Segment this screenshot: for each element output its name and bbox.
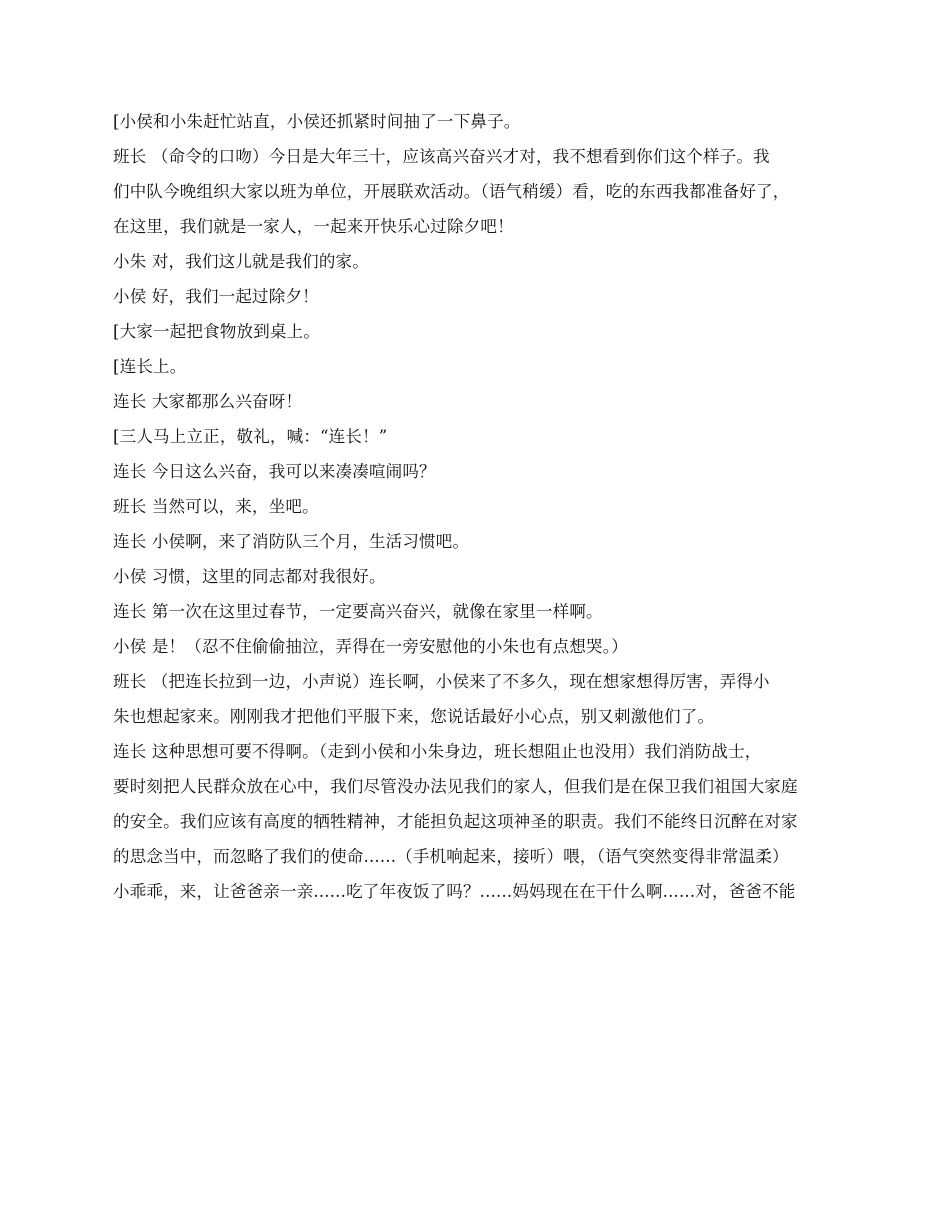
text-line: 朱也想起家来。刚刚我才把他们平服下来，您说话最好小心点，别又刺激他们了。: [113, 707, 715, 726]
text-line: [连长上。: [113, 357, 187, 376]
text-line: 班长 （把连长拉到一边，小声说）连长啊，小侯来了不多久，现在想家想得厉害，弄得小: [113, 672, 770, 691]
text-line: [三人马上立正，敬礼，喊：“连长！”: [113, 427, 388, 446]
text-line: 小侯 是！（忍不住偷偷抽泣，弄得在一旁安慰他的小朱也有点想哭。）: [113, 637, 628, 656]
text-line: 小侯 习惯，这里的同志都对我很好。: [113, 567, 386, 586]
text-line: 连长 第一次在这里过春节，一定要高兴奋兴，就像在家里一样啊。: [113, 602, 603, 621]
text-line: 班长 （命令的口吻）今日是大年三十，应该高兴奋兴才对，我不想看到你们这个样子。我: [113, 147, 770, 166]
text-line: 连长 今日这么兴奋，我可以来凑凑喧闹吗？: [113, 462, 436, 481]
text-line: 连长 小侯啊，来了消防队三个月，生活习惯吧。: [113, 532, 470, 551]
text-line: 的思念当中，而忽略了我们的使命......（手机响起来，接听）喂，（语气突然变得非常温柔）: [113, 847, 789, 866]
text-line: 连长 这种思想可要不得啊。（走到小侯和小朱身边，班长想阻止也没用）我们消防战士，: [113, 742, 762, 761]
text-line: 的安全。我们应该有高度的牺牲精神，才能担负起这项神圣的职责。我们不能终日沉醉在对家: [113, 812, 798, 831]
text-line: 要时刻把人民群众放在心中，我们尽管没办法见我们的家人，但我们是在保卫我们祖国大家庭: [113, 777, 798, 796]
text-line: [大家一起把食物放到桌上。: [113, 322, 321, 341]
text-line: [小侯和小朱赶忙站直，小侯还抓紧时间抽了一下鼻子。: [113, 112, 521, 131]
text-line: 连长 大家都那么兴奋呀！: [113, 392, 303, 411]
text-line: 小乖乖，来，让爸爸亲一亲......吃了年夜饭了吗？......妈妈现在在干什么啊......对，爸爸不能: [113, 882, 796, 901]
text-line: 班长 当然可以，来，坐吧。: [113, 497, 319, 516]
text-line: 们中队今晚组织大家以班为单位，开展联欢活动。（语气稍缓）看，吃的东西我都准备好了，: [113, 182, 790, 201]
text-line: 在这里，我们就是一家人，一起来开快乐心过除夕吧！: [113, 217, 514, 236]
text-line: 小朱 对，我们这儿就是我们的家。: [113, 252, 369, 271]
text-line: 小侯 好，我们一起过除夕！: [113, 287, 319, 306]
